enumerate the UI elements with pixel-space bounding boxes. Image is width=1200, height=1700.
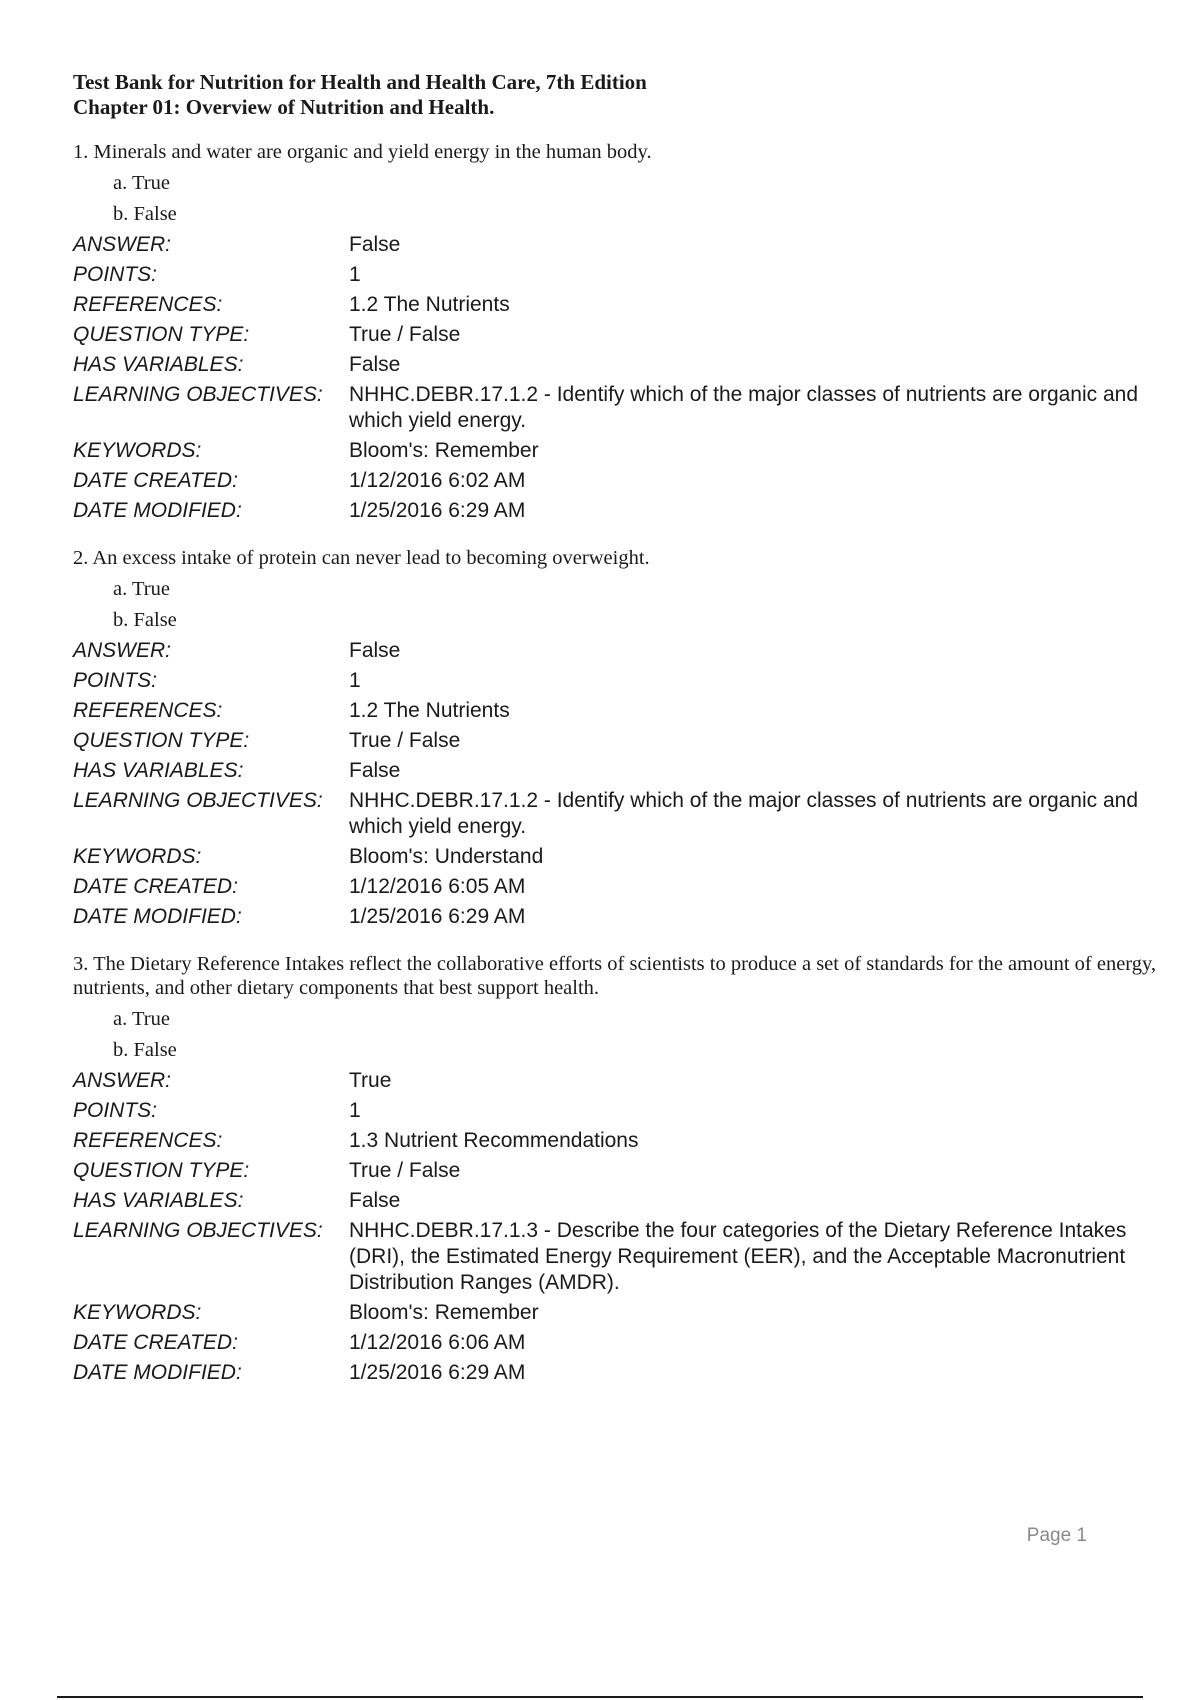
question-2 — [73, 546, 1158, 932]
points-label: POINTS: — [73, 1099, 158, 1122]
date-created-label: DATE CREATED: — [73, 875, 238, 898]
answer-value: False — [349, 639, 401, 662]
question-1 — [73, 140, 1158, 526]
answer-row — [73, 230, 1158, 260]
references-value: 1.2 The Nutrients — [349, 699, 510, 722]
question-type-label: QUESTION TYPE: — [73, 729, 250, 752]
answer-label: ANSWER: — [73, 639, 172, 662]
points-value: 1 — [349, 1099, 361, 1122]
question-type-row — [73, 320, 1158, 350]
date-created-value: 1/12/2016 6:02 AM — [349, 469, 526, 492]
date-modified-value: 1/25/2016 6:29 AM — [349, 905, 526, 928]
date-modified-label: DATE MODIFIED: — [73, 1361, 242, 1384]
references-row — [73, 1126, 1158, 1156]
date-modified-value: 1/25/2016 6:29 AM — [349, 499, 526, 522]
question-type-label: QUESTION TYPE: — [73, 1159, 250, 1182]
learning-objectives-label: LEARNING OBJECTIVES: — [73, 1219, 323, 1242]
references-label: REFERENCES: — [73, 699, 223, 722]
answer-label: ANSWER: — [73, 1069, 172, 1092]
question-type-row — [73, 726, 1158, 756]
keywords-value: Bloom's: Remember — [349, 1301, 539, 1324]
points-row — [73, 260, 1158, 290]
option-false: b. False — [113, 1039, 177, 1061]
learning-objectives-row — [73, 786, 1158, 842]
date-modified-row — [73, 1358, 1158, 1388]
keywords-value: Bloom's: Remember — [349, 439, 539, 462]
date-modified-label: DATE MODIFIED: — [73, 905, 242, 928]
option-true: a. True — [113, 578, 170, 600]
answer-row — [73, 1066, 1158, 1096]
date-created-value: 1/12/2016 6:06 AM — [349, 1331, 526, 1354]
keywords-label: KEYWORDS: — [73, 439, 202, 462]
points-label: POINTS: — [73, 263, 158, 286]
question-3 — [73, 952, 1158, 1388]
keywords-value: Bloom's: Understand — [349, 845, 544, 868]
option-true: a. True — [113, 1008, 170, 1030]
references-row — [73, 696, 1158, 726]
document-page — [73, 70, 1158, 1388]
has-variables-row — [73, 1186, 1158, 1216]
question-type-value: True / False — [349, 1159, 461, 1182]
question-type-label: QUESTION TYPE: — [73, 323, 250, 346]
keywords-row — [73, 842, 1158, 872]
page-bottom-divider — [57, 1696, 1143, 1698]
date-created-label: DATE CREATED: — [73, 1331, 238, 1354]
question-type-value: True / False — [349, 323, 461, 346]
date-created-row — [73, 1328, 1158, 1358]
learning-objectives-value: NHHC.DEBR.17.1.2 - Identify which of the major classes of nutrients are organic and which yield energy. — [349, 789, 1139, 838]
question-stem: 2. An excess intake of protein can never lead to becoming overweight. — [73, 547, 650, 569]
has-variables-label: HAS VARIABLES: — [73, 1189, 244, 1212]
references-label: REFERENCES: — [73, 1129, 223, 1152]
answer-value: False — [349, 233, 401, 256]
option-false: b. False — [113, 609, 177, 631]
keywords-label: KEYWORDS: — [73, 845, 202, 868]
has-variables-value: False — [349, 759, 401, 782]
learning-objectives-label: LEARNING OBJECTIVES: — [73, 383, 323, 406]
option-true: a. True — [113, 172, 170, 194]
learning-objectives-value: NHHC.DEBR.17.1.2 - Identify which of the major classes of nutrients are organic and which yield energy. — [349, 383, 1139, 432]
points-row — [73, 1096, 1158, 1126]
points-row — [73, 666, 1158, 696]
question-stem: 3. The Dietary Reference Intakes reflect the collaborative efforts of scientists to produce a set of standards for the amount of energy, nutrients, and other dietary components that best support health. — [73, 953, 1157, 999]
learning-objectives-value: NHHC.DEBR.17.1.3 - Describe the four categories of the Dietary Reference Intakes (DRI), the Estimated Energy Requirement (EER), and the Acceptable Macronutrient Distribution Ranges (AMDR). — [349, 1219, 1127, 1294]
keywords-row — [73, 1298, 1158, 1328]
points-label: POINTS: — [73, 669, 158, 692]
title-line-1: Test Bank for Nutrition for Health and Health Care, 7th Edition — [73, 70, 647, 94]
answer-value: True — [349, 1069, 392, 1092]
points-value: 1 — [349, 263, 361, 286]
question-type-value: True / False — [349, 729, 461, 752]
has-variables-label: HAS VARIABLES: — [73, 759, 244, 782]
learning-objectives-row — [73, 1216, 1158, 1298]
answer-row — [73, 636, 1158, 666]
keywords-row — [73, 436, 1158, 466]
date-created-value: 1/12/2016 6:05 AM — [349, 875, 526, 898]
keywords-label: KEYWORDS: — [73, 1301, 202, 1324]
option-false: b. False — [113, 203, 177, 225]
date-created-row — [73, 872, 1158, 902]
title-line-2: Chapter 01: Overview of Nutrition and Health. — [73, 95, 495, 119]
date-modified-label: DATE MODIFIED: — [73, 499, 242, 522]
date-modified-row — [73, 902, 1158, 932]
has-variables-value: False — [349, 1189, 401, 1212]
date-created-label: DATE CREATED: — [73, 469, 238, 492]
references-value: 1.2 The Nutrients — [349, 293, 510, 316]
has-variables-value: False — [349, 353, 401, 376]
references-value: 1.3 Nutrient Recommendations — [349, 1129, 639, 1152]
learning-objectives-label: LEARNING OBJECTIVES: — [73, 789, 323, 812]
has-variables-row — [73, 350, 1158, 380]
has-variables-row — [73, 756, 1158, 786]
references-row — [73, 290, 1158, 320]
document-title — [73, 70, 1158, 120]
date-modified-value: 1/25/2016 6:29 AM — [349, 1361, 526, 1384]
references-label: REFERENCES: — [73, 293, 223, 316]
question-type-row — [73, 1156, 1158, 1186]
learning-objectives-row — [73, 380, 1158, 436]
question-stem: 1. Minerals and water are organic and yield energy in the human body. — [73, 141, 652, 163]
date-created-row — [73, 466, 1158, 496]
has-variables-label: HAS VARIABLES: — [73, 353, 244, 376]
page-number: Page 1 — [1026, 1525, 1087, 1546]
date-modified-row — [73, 496, 1158, 526]
points-value: 1 — [349, 669, 361, 692]
answer-label: ANSWER: — [73, 233, 172, 256]
